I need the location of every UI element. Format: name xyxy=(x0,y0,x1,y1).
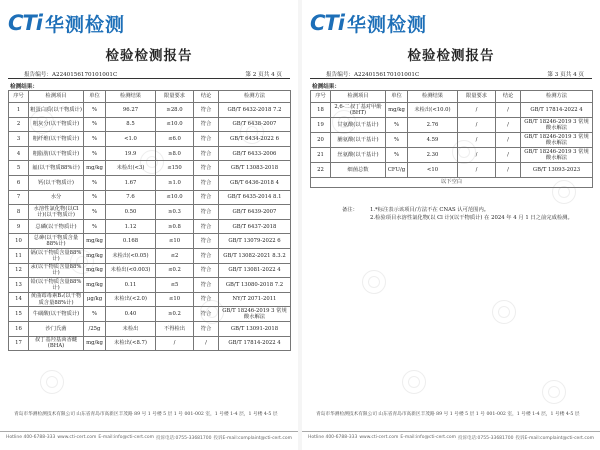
table-cell: 符合 xyxy=(194,307,219,322)
table-cell: 未检出(<0.05) xyxy=(106,248,156,263)
table-cell: 符合 xyxy=(194,190,219,205)
table-row xyxy=(9,146,291,161)
table-cell: 粗灰分(以干物质计) xyxy=(29,117,84,132)
contact-bar xyxy=(0,431,298,443)
table-row xyxy=(9,161,291,176)
table-row xyxy=(9,190,291,205)
table-cell: 1 xyxy=(9,103,29,118)
contact-bar xyxy=(302,431,600,443)
table-cell: % xyxy=(84,190,106,205)
table-cell: % xyxy=(386,133,408,148)
table-row xyxy=(9,175,291,190)
table-cell: 15 xyxy=(9,307,29,322)
header-rule xyxy=(8,78,290,79)
column-header: 序号 xyxy=(311,91,331,103)
table-cell: % xyxy=(386,118,408,133)
table-cell: 未检出(<8.7) xyxy=(106,336,156,351)
table-cell: 甘氨酸(以干基计) xyxy=(331,118,386,133)
table-cell: 0.50 xyxy=(106,205,156,220)
table-cell: NY/T 2071-2011 xyxy=(219,292,291,307)
table-cell: ≤10 xyxy=(156,234,194,249)
table-cell: / xyxy=(458,163,496,178)
table-cell: <10 xyxy=(408,163,458,178)
table-cell: <1.0 xyxy=(106,132,156,147)
remarks xyxy=(342,206,582,222)
table-cell: 未检出(<2.0) xyxy=(106,292,156,307)
column-header: 限量要求 xyxy=(156,91,194,103)
table-cell: GB/T 18246-2019 3 常规酸水解法 xyxy=(521,118,593,133)
report-number: 报告编号：A2240156170101001C xyxy=(24,72,118,78)
table-cell: 18 xyxy=(311,103,331,118)
table-cell: GB/T 13080-2018 7.2 xyxy=(219,278,291,293)
column-header: 单位 xyxy=(84,91,106,103)
table-cell: 符合 xyxy=(194,321,219,336)
table-cell: 0.40 xyxy=(106,307,156,322)
table-cell: ≥0.8 xyxy=(156,219,194,234)
table-cell: GB/T 6437-2018 xyxy=(219,219,291,234)
table-cell: ≥28.0 xyxy=(156,103,194,118)
complaint-phone: 投诉电话:0755-33681700 xyxy=(458,435,514,441)
table-cell: 符合 xyxy=(194,278,219,293)
table-cell: 6 xyxy=(9,175,29,190)
table-cell: / xyxy=(458,148,496,163)
table-cell: mg/kg xyxy=(84,234,106,249)
table-row xyxy=(9,234,291,249)
table-row xyxy=(9,219,291,234)
table-row xyxy=(9,292,291,307)
table-cell: GB/T 13093-2023 xyxy=(521,163,593,178)
table-cell: GB/T 17814-2022 4 xyxy=(219,336,291,351)
table-cell: ≤0.2 xyxy=(156,263,194,278)
table-cell: ≥0.2 xyxy=(156,307,194,322)
table-cell: 符合 xyxy=(194,117,219,132)
table-cell: 2,6-二叔丁基对甲酚(BHT) xyxy=(331,103,386,118)
table-cell: 2.76 xyxy=(408,118,458,133)
email-link[interactable]: E-mail:info@cti-cert.com xyxy=(98,435,154,440)
table-cell: / xyxy=(496,133,521,148)
table-cell: 不得检出 xyxy=(156,321,194,336)
table-cell: 水溶性氯化物(以Cl计)(以干物质计) xyxy=(29,205,84,220)
table-row xyxy=(311,133,593,148)
table-cell: 20 xyxy=(311,133,331,148)
table-cell: 0.168 xyxy=(106,234,156,249)
column-header: 单位 xyxy=(386,91,408,103)
table-cell: 1.12 xyxy=(106,219,156,234)
table-row xyxy=(9,117,291,132)
remark-item: 2.检验项目水溶性氯化物(以 Cl 计)(以干物质计) 在 2024 年 4 月 1 日之前完成检测。 xyxy=(370,215,573,222)
table-row xyxy=(9,263,291,278)
table-row xyxy=(9,132,291,147)
end-of-table-marker: 以下空白 xyxy=(311,178,593,188)
table-cell: 12 xyxy=(9,263,29,278)
table-cell: GB/T 6433-2006 xyxy=(219,146,291,161)
table-cell: % xyxy=(84,205,106,220)
email-link[interactable]: E-mail:info@cti-cert.com xyxy=(400,435,456,440)
table-cell: / xyxy=(458,103,496,118)
table-cell: GB/T 13083-2018 xyxy=(219,161,291,176)
table-cell: ≤150 xyxy=(156,161,194,176)
table-cell: % xyxy=(84,146,106,161)
hotline: Hotline 400-6788-333 xyxy=(6,435,56,440)
table-cell: 13 xyxy=(9,278,29,293)
table-cell: 符合 xyxy=(194,292,219,307)
column-header: 检测方法 xyxy=(219,91,291,103)
table-cell: 4 xyxy=(9,146,29,161)
watermark-seal xyxy=(542,380,566,404)
cti-logo: CTi 华测检测 xyxy=(8,11,125,36)
table-cell: 3 xyxy=(9,132,29,147)
page-number: 第 3 页共 4 页 xyxy=(547,72,584,78)
table-cell: 符合 xyxy=(194,132,219,147)
table-cell: 钙(以干物质计) xyxy=(29,175,84,190)
table-row xyxy=(9,307,291,322)
table-cell: 镉(以干物质含量88%计) xyxy=(29,248,84,263)
table-cell: 沙门氏菌 xyxy=(29,321,84,336)
table-cell: 4.59 xyxy=(408,133,458,148)
table-cell: ≤2 xyxy=(156,248,194,263)
table-row xyxy=(311,148,593,163)
table-cell: GB/T 18246-2019 3 常规酸水解法 xyxy=(521,133,593,148)
website-link[interactable]: www.cti-cert.com xyxy=(57,435,97,440)
table-cell: GB/T 6436-2018 4 xyxy=(219,175,291,190)
table-cell: 7.6 xyxy=(106,190,156,205)
table-cell: mg/kg xyxy=(84,248,106,263)
table-cell: 7 xyxy=(9,190,29,205)
results-table xyxy=(310,90,593,188)
table-cell: 丝氨酸(以干基计) xyxy=(331,148,386,163)
table-cell: 9 xyxy=(9,219,29,234)
watermark-seal xyxy=(492,300,516,324)
table-cell: ≤10 xyxy=(156,292,194,307)
table-cell: 黄曲霉毒素B₁(以干物质含量88%计) xyxy=(29,292,84,307)
table-cell: GB/T 6439-2007 xyxy=(219,205,291,220)
table-cell: mg/kg xyxy=(84,336,106,351)
table-cell: / xyxy=(194,336,219,351)
table-cell: / xyxy=(458,133,496,148)
table-cell: 0.11 xyxy=(106,278,156,293)
table-cell: 96.27 xyxy=(106,103,156,118)
table-cell: 10 xyxy=(9,234,29,249)
remarks-label: 备注： xyxy=(342,207,358,213)
header-rule xyxy=(310,78,592,79)
table-cell: 8.5 xyxy=(106,117,156,132)
watermark-seal xyxy=(402,370,426,394)
table-cell: % xyxy=(84,175,106,190)
table-cell: 符合 xyxy=(194,248,219,263)
complaint-email-link[interactable]: 投诉E-mail:complaint@cti-cert.com xyxy=(213,435,292,441)
table-cell: ≤10.0 xyxy=(156,190,194,205)
table-cell: 17 xyxy=(9,336,29,351)
table-row xyxy=(9,336,291,351)
page-number: 第 2 页共 4 页 xyxy=(245,72,282,78)
report-number: 报告编号：A2240156170101001C xyxy=(326,72,420,78)
table-cell: 汞(以干物质含量88%计) xyxy=(29,263,84,278)
report-page-2 xyxy=(0,0,298,450)
table-cell: 符合 xyxy=(194,146,219,161)
table-cell: 16 xyxy=(9,321,29,336)
table-cell: 未检出(<3) xyxy=(106,161,156,176)
table-cell: 19 xyxy=(311,118,331,133)
table-cell: 叔丁基羟基茴香醚(BHA) xyxy=(29,336,84,351)
column-header: 检测项目 xyxy=(29,91,84,103)
table-cell: 符合 xyxy=(194,219,219,234)
table-cell: GB/T 17814-2022 4 xyxy=(521,103,593,118)
table-cell: 铅(以干物质含量88%计) xyxy=(29,278,84,293)
table-row xyxy=(9,321,291,336)
column-header: 检测结果 xyxy=(408,91,458,103)
table-cell: 符合 xyxy=(194,161,219,176)
table-cell: mg/kg xyxy=(84,263,106,278)
company-address: 青岛市华测检测技术有限公司 山东省青岛市高新区丰茂路 89 号 1 号楼 5 层 1 号 001-002 室，1 号楼 1-4 层，1 号楼 4-5 层 xyxy=(316,412,580,417)
table-cell: / xyxy=(496,163,521,178)
table-row xyxy=(9,278,291,293)
table-cell: GB/T 13082-2021 8.3.2 xyxy=(219,248,291,263)
table-cell: 14 xyxy=(9,292,29,307)
table-row xyxy=(311,163,593,178)
table-cell: GB/T 13091-2018 xyxy=(219,321,291,336)
table-row xyxy=(9,103,291,118)
table-cell: 符合 xyxy=(194,263,219,278)
table-cell: 粗纤维(以干物质计) xyxy=(29,132,84,147)
watermark-seal xyxy=(362,270,386,294)
table-cell: 21 xyxy=(311,148,331,163)
table-cell: 总磷(以干物质计) xyxy=(29,219,84,234)
table-cell: ≥0.3 xyxy=(156,205,194,220)
table-cell: 2.30 xyxy=(408,148,458,163)
table-end-row xyxy=(311,178,593,188)
table-cell: μg/kg xyxy=(84,292,106,307)
table-cell: 氟(以干物质88%计) xyxy=(29,161,84,176)
page-title: 检验检测报告 xyxy=(105,48,193,64)
table-row xyxy=(311,118,593,133)
table-cell: CFU/g xyxy=(386,163,408,178)
table-cell: 22 xyxy=(311,163,331,178)
column-header: 检测结果 xyxy=(106,91,156,103)
table-cell: 未检出(<10.0) xyxy=(408,103,458,118)
table-cell: 19.9 xyxy=(106,146,156,161)
table-cell: GB/T 6438-2007 xyxy=(219,117,291,132)
section-heading: 检测结果： xyxy=(10,84,38,90)
table-cell: % xyxy=(386,148,408,163)
column-header: 检测方法 xyxy=(521,91,593,103)
table-cell: 8 xyxy=(9,205,29,220)
table-cell: ≤5 xyxy=(156,278,194,293)
column-header: 结论 xyxy=(194,91,219,103)
cti-logo: CTi 华测检测 xyxy=(310,11,427,36)
table-cell: 11 xyxy=(9,248,29,263)
table-cell: / xyxy=(496,103,521,118)
table-header-row xyxy=(9,91,291,103)
table-cell: 牛磺酸(以干物质计) xyxy=(29,307,84,322)
remark-item: 1.*标注表示该项目/方法不在 CNAS 认可范围内。 xyxy=(370,207,490,213)
table-row xyxy=(9,248,291,263)
table-cell: GB/T 6434-2022 6 xyxy=(219,132,291,147)
results-table xyxy=(8,90,291,351)
table-cell: 粗蛋白质(以干物质计) xyxy=(29,103,84,118)
table-cell: GB/T 13081-2022 4 xyxy=(219,263,291,278)
table-cell: 未检出(<0.003) xyxy=(106,263,156,278)
table-cell: 符合 xyxy=(194,103,219,118)
table-cell: 符合 xyxy=(194,175,219,190)
table-cell: /25g xyxy=(84,321,106,336)
table-cell: 符合 xyxy=(194,234,219,249)
table-cell: % xyxy=(84,117,106,132)
report-page-3 xyxy=(302,0,600,450)
table-cell: 2 xyxy=(9,117,29,132)
table-cell: 总砷(以干物质含量88%计) xyxy=(29,234,84,249)
table-cell: GB/T 13079-2022 6 xyxy=(219,234,291,249)
column-header: 序号 xyxy=(9,91,29,103)
table-cell: GB/T 6432-2018 7.2 xyxy=(219,103,291,118)
column-header: 结论 xyxy=(496,91,521,103)
table-cell: % xyxy=(84,132,106,147)
table-cell: mg/kg xyxy=(386,103,408,118)
table-cell: 水分 xyxy=(29,190,84,205)
table-cell: 未检出 xyxy=(106,321,156,336)
column-header: 限量要求 xyxy=(458,91,496,103)
table-cell: GB/T 18246-2019 3 常规酸水解法 xyxy=(219,307,291,322)
complaint-phone: 投诉电话:0755-33681700 xyxy=(156,435,212,441)
table-cell: / xyxy=(496,148,521,163)
watermark-seal xyxy=(40,370,64,394)
table-header-row xyxy=(311,91,593,103)
table-cell: 粗脂肪(以干物质计) xyxy=(29,146,84,161)
table-cell: 符合 xyxy=(194,205,219,220)
table-cell: % xyxy=(84,219,106,234)
table-row xyxy=(9,205,291,220)
website-link[interactable]: www.cti-cert.com xyxy=(359,435,399,440)
table-cell: ≥1.0 xyxy=(156,175,194,190)
table-cell: ≤6.0 xyxy=(156,132,194,147)
table-cell: ≥8.0 xyxy=(156,146,194,161)
table-cell: 细菌总数 xyxy=(331,163,386,178)
table-cell: GB/T 6435-2014 8.1 xyxy=(219,190,291,205)
section-heading: 检测结果： xyxy=(312,84,340,90)
table-row xyxy=(311,103,593,118)
company-address: 青岛市华测检测技术有限公司 山东省青岛市高新区丰茂路 89 号 1 号楼 5 层 1 号 001-002 室，1 号楼 1-4 层，1 号楼 4-5 层 xyxy=(14,412,278,417)
table-cell: ≤10.0 xyxy=(156,117,194,132)
column-header: 检测项目 xyxy=(331,91,386,103)
table-cell: 1.67 xyxy=(106,175,156,190)
table-cell: GB/T 18246-2019 3 常规酸水解法 xyxy=(521,148,593,163)
table-cell: % xyxy=(84,307,106,322)
complaint-email-link[interactable]: 投诉E-mail:complaint@cti-cert.com xyxy=(515,435,594,441)
table-cell: mg/kg xyxy=(84,278,106,293)
table-cell: / xyxy=(496,118,521,133)
table-cell: % xyxy=(84,103,106,118)
table-cell: / xyxy=(458,118,496,133)
table-cell: mg/kg xyxy=(84,161,106,176)
table-cell: 5 xyxy=(9,161,29,176)
table-cell: / xyxy=(156,336,194,351)
page-title: 检验检测报告 xyxy=(407,48,495,64)
hotline: Hotline 400-6788-333 xyxy=(308,435,358,440)
table-cell: 脯氨酸(以干基计) xyxy=(331,133,386,148)
